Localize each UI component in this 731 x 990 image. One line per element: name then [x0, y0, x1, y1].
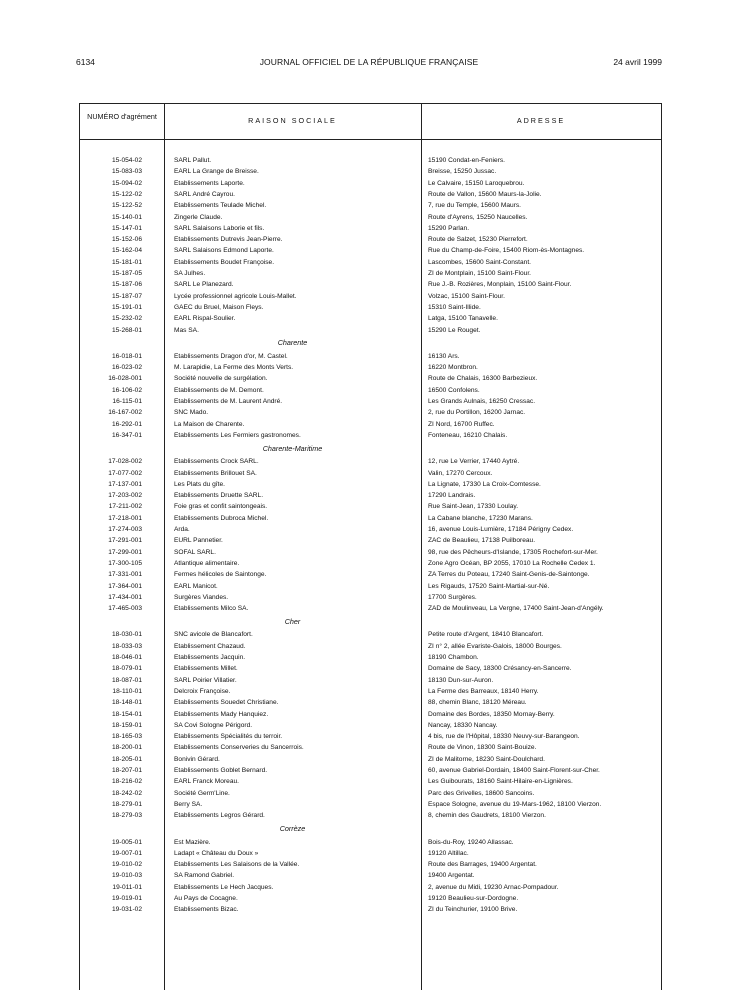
table-row — [80, 629, 661, 640]
table-row — [80, 882, 661, 893]
table-row — [80, 558, 661, 569]
section-heading: Corrèze — [279, 824, 306, 833]
table-row — [80, 396, 661, 407]
company-name: M. Larapidie, La Ferme des Monts Verts. — [174, 364, 294, 372]
address: Domaine de Sacy, 18300 Crésancy-en-Sancerre. — [428, 665, 572, 673]
company-name: Etablissements Jacquin. — [174, 654, 246, 661]
address: Route d'Ayrens, 15250 Naucelles. — [428, 213, 528, 221]
company-name: Etablissements Teulade Michel. — [174, 202, 267, 210]
table-row — [80, 430, 661, 441]
table-row — [80, 257, 661, 268]
address: Route de Vinon, 18300 Saint-Bouize. — [428, 744, 537, 752]
company-name: Foie gras et confit saintongeais. — [174, 503, 268, 511]
approval-number: 18-046-01 — [111, 654, 142, 661]
company-name: SARL Le Planezard. — [174, 281, 234, 289]
table-row — [80, 697, 661, 708]
table-row — [80, 904, 661, 915]
company-name: Au Pays de Cocagne. — [174, 895, 238, 902]
address: 88, chemin Blanc, 18120 Méreau. — [428, 699, 527, 707]
address: 7, rue du Temple, 15600 Maurs. — [428, 202, 521, 210]
company-name: Etablissements Conserveries du Sancerrois. — [174, 744, 304, 752]
company-name: Fermes hélicoles de Saintonge. — [174, 571, 267, 579]
table-row — [80, 524, 661, 535]
section-heading: Charente-Maritime — [262, 443, 323, 453]
company-name: SA Ramond Gabriel. — [174, 872, 235, 880]
address: 19120 Altillac. — [428, 849, 469, 857]
table-row — [80, 155, 661, 166]
approval-number: 18-279-03 — [111, 812, 142, 820]
address: Les Grands Aulnais, 16250 Cressac. — [428, 398, 536, 405]
company-name: SA Julhes. — [174, 270, 206, 277]
table-row — [80, 200, 661, 211]
table-header — [80, 104, 661, 140]
publication-date: 24 avril 1999 — [613, 57, 662, 67]
company-name: SARL Salaisons Edmond Laporte. — [174, 247, 274, 255]
approval-number: 15-083-03 — [111, 168, 142, 176]
approval-number: 15-122-52 — [111, 202, 142, 210]
address: Latga, 15100 Tanavelle. — [428, 315, 498, 323]
approval-number: 15-191-01 — [111, 303, 142, 311]
table-row — [80, 479, 661, 490]
address: ZI de Montplain, 15100 Saint-Flour. — [428, 270, 531, 277]
company-name: Etablissements Les Salaisons de la Vallée. — [174, 861, 300, 869]
address: ZAC de Beaulieu, 17138 Puilboreau. — [428, 537, 536, 545]
section-heading: Cher — [284, 616, 301, 626]
company-name: Delcroix Françoise. — [174, 687, 231, 695]
address: 60, avenue Gabriel-Dordain, 18400 Saint-Florent-sur-Cher. — [428, 767, 600, 774]
address: 12, rue Le Verrier, 17440 Aytré. — [428, 458, 520, 466]
table-row — [80, 325, 661, 336]
approval-number: 18-148-01 — [111, 699, 142, 707]
table-row — [80, 362, 661, 373]
address: Rue J.-B. Rozières, Monplain, 15100 Saint-Flour. — [428, 281, 572, 289]
approval-number: 17-299-001 — [108, 548, 142, 556]
company-name: EURL Pannetier. — [174, 537, 223, 545]
address: Route de Salzet, 15230 Pierrefort. — [428, 236, 528, 244]
address: ZAD de Moulinveau, La Vergne, 17400 Saint-Jean-d'Angély. — [428, 605, 604, 613]
company-name: Mas SA. — [174, 326, 199, 334]
table-row — [80, 859, 661, 870]
approval-number: 19-011-01 — [112, 883, 142, 891]
address: Les Guibourats, 18160 Saint-Hilaire-en-Lignières. — [428, 778, 573, 786]
approval-number: 16-018-01 — [111, 352, 142, 360]
approval-number: 15-187-05 — [111, 270, 142, 277]
table-row — [80, 569, 661, 580]
table-row — [80, 351, 661, 362]
approval-number: 16-028-001 — [108, 375, 142, 383]
table-row — [80, 178, 661, 189]
address: 17700 Surgères. — [428, 593, 477, 601]
company-name: Etablissements Legros Gérard. — [174, 812, 265, 820]
address: ZI Nord, 16700 Ruffec. — [428, 420, 495, 428]
company-name: Etablissements Goblet Bernard. — [174, 767, 268, 774]
table-row — [80, 663, 661, 674]
address: Valin, 17270 Cercoux. — [428, 469, 493, 477]
table-row — [80, 720, 661, 731]
approval-number: 17-137-001 — [108, 480, 142, 488]
journal-title: JOURNAL OFFICIEL DE LA RÉPUBLIQUE FRANÇAISE — [259, 57, 479, 67]
table-row — [80, 547, 661, 558]
address: 98, rue des Pêcheurs-d'Islande, 17305 Rochefort-sur-Mer. — [428, 548, 598, 556]
company-name: EARL La Grange de Breisse. — [174, 168, 259, 176]
approval-number: 15-147-01 — [111, 224, 142, 232]
company-name: Etablissements Millet. — [174, 665, 238, 673]
company-name: SARL Salaisons Laborie et fils. — [174, 224, 265, 232]
company-name: La Maison de Charente. — [174, 420, 245, 428]
address: 16130 Ars. — [428, 352, 460, 360]
address: 15190 Condat-en-Feniers. — [428, 157, 505, 164]
table-row — [80, 742, 661, 753]
address: 8, chemin des Gaudrets, 18100 Vierzon. — [428, 812, 546, 820]
table-row — [80, 189, 661, 200]
company-name: Etablissement Chazaud. — [174, 642, 246, 650]
address: Route des Barrages, 19400 Argentat. — [428, 861, 537, 869]
table-row — [80, 279, 661, 290]
approval-number: 15-232-02 — [111, 315, 142, 323]
company-name: Etablissements Crock SARL. — [174, 458, 259, 466]
address: 19400 Argentat. — [428, 872, 475, 880]
table-row — [80, 535, 661, 546]
table-row — [80, 581, 661, 592]
table-row — [80, 788, 661, 799]
table-row — [80, 501, 661, 512]
company-name: SARL André Cayrou. — [174, 190, 235, 198]
company-name: Zingerle Claude. — [174, 213, 223, 221]
company-name: Etablissements Boudet Françoise. — [174, 258, 275, 266]
company-name: Etablissements Bizac. — [174, 906, 239, 914]
approval-number: 18-033-03 — [111, 642, 142, 650]
approval-number: 18-216-02 — [111, 778, 142, 786]
address: Bois-du-Roy, 19240 Allassac. — [428, 838, 514, 846]
table-row — [80, 166, 661, 177]
approval-number: 16-115-01 — [112, 398, 142, 405]
approval-number: 18-205-01 — [111, 755, 142, 763]
approval-number: 18-207-01 — [111, 767, 142, 774]
address: Domaine des Bordes, 18350 Mornay-Berry. — [428, 710, 555, 718]
company-name: GAEC du Bruel, Maison Fleys. — [174, 303, 264, 311]
approval-number: 18-242-02 — [111, 789, 142, 797]
table-row — [80, 490, 661, 501]
approval-number: 15-122-02 — [111, 190, 142, 198]
address: ZI du Teinchurier, 19100 Brive. — [428, 906, 518, 914]
approval-number: 18-087-01 — [111, 676, 142, 684]
company-name: Etablissements Spécialités du terroir. — [174, 733, 283, 741]
company-name: Etablissements de M. Laurent André. — [174, 398, 283, 405]
approval-number: 17-291-001 — [108, 537, 142, 545]
company-name: Etablissements Dutrevis Jean-Pierre. — [174, 236, 283, 244]
table-row — [80, 848, 661, 859]
address: 17290 Landrais. — [428, 492, 476, 500]
address: ZI de Malitorne, 18230 Saint-Doulchard. — [428, 755, 545, 763]
company-name: Etablissements Souedet Christiane. — [174, 699, 279, 707]
table-row — [80, 776, 661, 787]
section-heading: Charente — [277, 338, 308, 348]
approval-number: 16-023-02 — [111, 364, 142, 372]
address: 16500 Confolens. — [428, 386, 480, 394]
approval-number: 18-165-03 — [111, 733, 142, 741]
approval-number: 15-181-01 — [111, 258, 142, 266]
table-row — [80, 513, 661, 524]
company-name: SNC avicole de Blancafort. — [174, 631, 253, 639]
table-row — [80, 893, 661, 904]
approval-number: 15-268-01 — [111, 326, 142, 334]
company-name: Berry SA. — [174, 800, 203, 808]
company-name: Ladapt « Château du Doux » — [174, 849, 259, 857]
column-header-adresse: ADRESSE — [516, 116, 566, 125]
company-name: Etablissements Le Hech Jacques. — [174, 883, 274, 891]
approval-number: 18-079-01 — [111, 665, 142, 673]
table-row — [80, 456, 661, 467]
address: La Cabane blanche, 17230 Marans. — [428, 514, 533, 522]
company-name: Etablissements Laporte. — [174, 179, 245, 187]
address: Route de Vallon, 15600 Maurs-la-Jolie. — [428, 190, 542, 198]
approval-number: 15-094-02 — [111, 179, 142, 187]
table-row — [80, 468, 661, 479]
approval-number: 17-028-002 — [108, 458, 142, 466]
approval-number: 15-140-01 — [111, 213, 142, 221]
approval-number: 16-347-01 — [111, 431, 142, 439]
company-name: SARL Poirier Villatier. — [174, 676, 237, 684]
approval-number: 15-187-07 — [111, 292, 142, 300]
approval-number: 19-010-02 — [111, 861, 142, 869]
company-name: Surgères Viandes. — [174, 593, 229, 601]
company-name: Etablissements Brillouet SA. — [174, 469, 257, 477]
address: 16220 Montbron. — [428, 364, 478, 372]
table-row — [80, 212, 661, 223]
table-row — [80, 313, 661, 324]
address: 16, avenue Louis-Lumière, 17184 Périgny Cedex. — [428, 526, 574, 533]
approval-number: 16-106-02 — [111, 386, 142, 394]
table-row — [80, 291, 661, 302]
approval-number: 15-152-06 — [111, 236, 142, 244]
address: ZA Terres du Poteau, 17240 Saint-Genis-de-Saintonge. — [428, 571, 590, 579]
address: 2, rue du Portillon, 16200 Jarnac. — [428, 409, 526, 417]
approval-number: 19-005-01 — [111, 838, 142, 846]
company-name: Etablissements Milco SA. — [174, 605, 249, 613]
address: Parc des Grivelles, 18600 Sancoins. — [428, 789, 535, 797]
company-name: Est Mazière. — [174, 838, 211, 846]
table-row — [80, 223, 661, 234]
approval-number: 15-187-06 — [111, 281, 142, 289]
address: Le Calvaire, 15150 Laroquebrou. — [428, 179, 525, 187]
approval-number: 19-019-01 — [111, 895, 142, 902]
approval-number: 19-031-02 — [111, 906, 142, 914]
table-row — [80, 641, 661, 652]
company-name: Société nouvelle de surgélation. — [174, 375, 268, 383]
address: Fonteneau, 16210 Chalais. — [428, 431, 508, 439]
table-row — [80, 837, 661, 848]
table-row — [80, 652, 661, 663]
table-row — [80, 810, 661, 821]
company-name: Etablissements Dragon d'or, M. Castel. — [174, 352, 288, 360]
table-row — [80, 686, 661, 697]
company-name: Etablissements Les Fermiers gastronomes. — [174, 431, 301, 439]
company-name: SA Covi Sologne Périgord. — [174, 721, 253, 729]
approval-number: 17-218-001 — [108, 514, 142, 522]
company-name: SNC Mado. — [174, 409, 209, 417]
company-name: Etablissements Druette SARL. — [174, 492, 264, 500]
address: 18130 Dun-sur-Auron. — [428, 676, 494, 684]
page-number: 6134 — [76, 57, 95, 67]
table-row — [80, 709, 661, 720]
address: 15290 Le Rouget. — [428, 326, 481, 334]
table-row — [80, 765, 661, 776]
approval-number: 18-279-01 — [111, 800, 142, 808]
approval-number: 18-110-01 — [112, 687, 142, 695]
address: 19120 Beaulieu-sur-Dordogne. — [428, 895, 519, 902]
company-name: EARL Manicot. — [174, 582, 218, 590]
company-name: EARL Franck Moreau. — [174, 778, 239, 786]
table-row — [80, 754, 661, 765]
address: La Ferme des Barreaux, 18140 Herry. — [428, 687, 539, 695]
address: Breisse, 15250 Jussac. — [428, 168, 497, 176]
table-row — [80, 245, 661, 256]
company-name: Société Germ'Line. — [174, 789, 230, 797]
address: Zone Agro Océan, BP 2055, 17010 La Rochelle Cedex 1. — [428, 559, 596, 567]
table-row — [80, 373, 661, 384]
table-row — [80, 603, 661, 614]
column-header-raison-sociale: RAISON SOCIALE — [248, 116, 337, 125]
table-row — [80, 675, 661, 686]
table-row — [80, 302, 661, 313]
address: 15290 Parlan. — [428, 224, 470, 232]
address: Rue du Champ-de-Foire, 15400 Riom-ès-Montagnes. — [428, 247, 585, 255]
address: Nancay, 18330 Nancay. — [428, 721, 498, 729]
approval-number: 17-465-003 — [108, 605, 142, 613]
company-name: Etablissements Dubroca Michel. — [174, 514, 269, 522]
address: 4 bis, rue de l'Hôpital, 18330 Neuvy-sur-Barangeon. — [428, 733, 580, 741]
address: La Lignate, 17330 La Croix-Comtesse. — [428, 480, 541, 488]
company-name: Les Plats du gîte. — [174, 480, 225, 488]
address: Route de Chalais, 16300 Barbezieux. — [428, 375, 538, 383]
approval-number: 15-054-02 — [111, 157, 142, 164]
approval-number: 18-154-01 — [111, 710, 142, 718]
table-row — [80, 419, 661, 430]
approval-table — [79, 103, 662, 990]
approval-number: 16-292-01 — [111, 420, 142, 428]
company-name: SARL Pallut. — [174, 157, 212, 164]
approval-number: 17-364-001 — [108, 582, 142, 590]
page-header — [76, 56, 662, 70]
table-row — [80, 731, 661, 742]
approval-number: 18-159-01 — [111, 721, 142, 729]
approval-number: 17-434-001 — [108, 593, 142, 601]
address: Espace Sologne, avenue du 19-Mars-1962, 18100 Vierzon. — [428, 800, 602, 808]
company-name: Arda. — [174, 526, 190, 533]
approval-number: 17-077-002 — [108, 469, 142, 477]
approval-number: 18-200-01 — [111, 744, 142, 752]
table-row — [80, 799, 661, 810]
approval-number: 18-030-01 — [111, 631, 142, 639]
address: 15310 Saint-Illide. — [428, 303, 481, 311]
company-name: Bonivin Gérard. — [174, 755, 220, 763]
approval-number: 16-167-002 — [108, 409, 142, 417]
address: 2, avenue du Midi, 19230 Arnac-Pompadour. — [428, 883, 559, 891]
column-header-numero: NUMÉRO d'agrément — [87, 112, 157, 121]
address: Volzac, 15100 Saint-Flour. — [428, 292, 505, 300]
table-row — [80, 268, 661, 279]
company-name: Atlantique alimentaire. — [174, 559, 240, 567]
approval-number: 19-010-03 — [111, 872, 142, 880]
approval-number: 17-331-001 — [108, 571, 142, 579]
company-name: Etablissements de M. Demont. — [174, 386, 264, 394]
company-name: Etablissements Mady Hanquiez. — [174, 710, 269, 718]
address: Rue Saint-Jean, 17330 Loulay. — [428, 503, 519, 511]
table-row — [80, 870, 661, 881]
address: Les Rigauds, 17520 Saint-Martial-sur-Né. — [428, 582, 550, 590]
approval-number: 17-211-002 — [108, 503, 142, 511]
table-row — [80, 407, 661, 418]
approval-number: 17-203-002 — [108, 492, 142, 500]
table-row — [80, 234, 661, 245]
approval-number: 19-007-01 — [111, 849, 142, 857]
address: 18190 Chambon. — [428, 654, 479, 661]
address: Petite route d'Argent, 18410 Blancafort. — [428, 631, 544, 639]
approval-number: 17-274-003 — [108, 526, 142, 533]
address: ZI n° 2, allée Evariste-Galois, 18000 Bourges. — [428, 642, 562, 650]
approval-number: 17-300-105 — [108, 559, 142, 567]
table-row — [80, 592, 661, 603]
company-name: SOFAL SARL. — [174, 548, 216, 556]
company-name: Lycée professionnel agricole Louis-Mallet. — [174, 292, 297, 300]
address: Lascombes, 15600 Saint-Constant. — [428, 258, 531, 266]
approval-number: 15-162-04 — [111, 247, 142, 255]
company-name: EARL Rispal-Soulier. — [174, 315, 236, 323]
table-row — [80, 385, 661, 396]
